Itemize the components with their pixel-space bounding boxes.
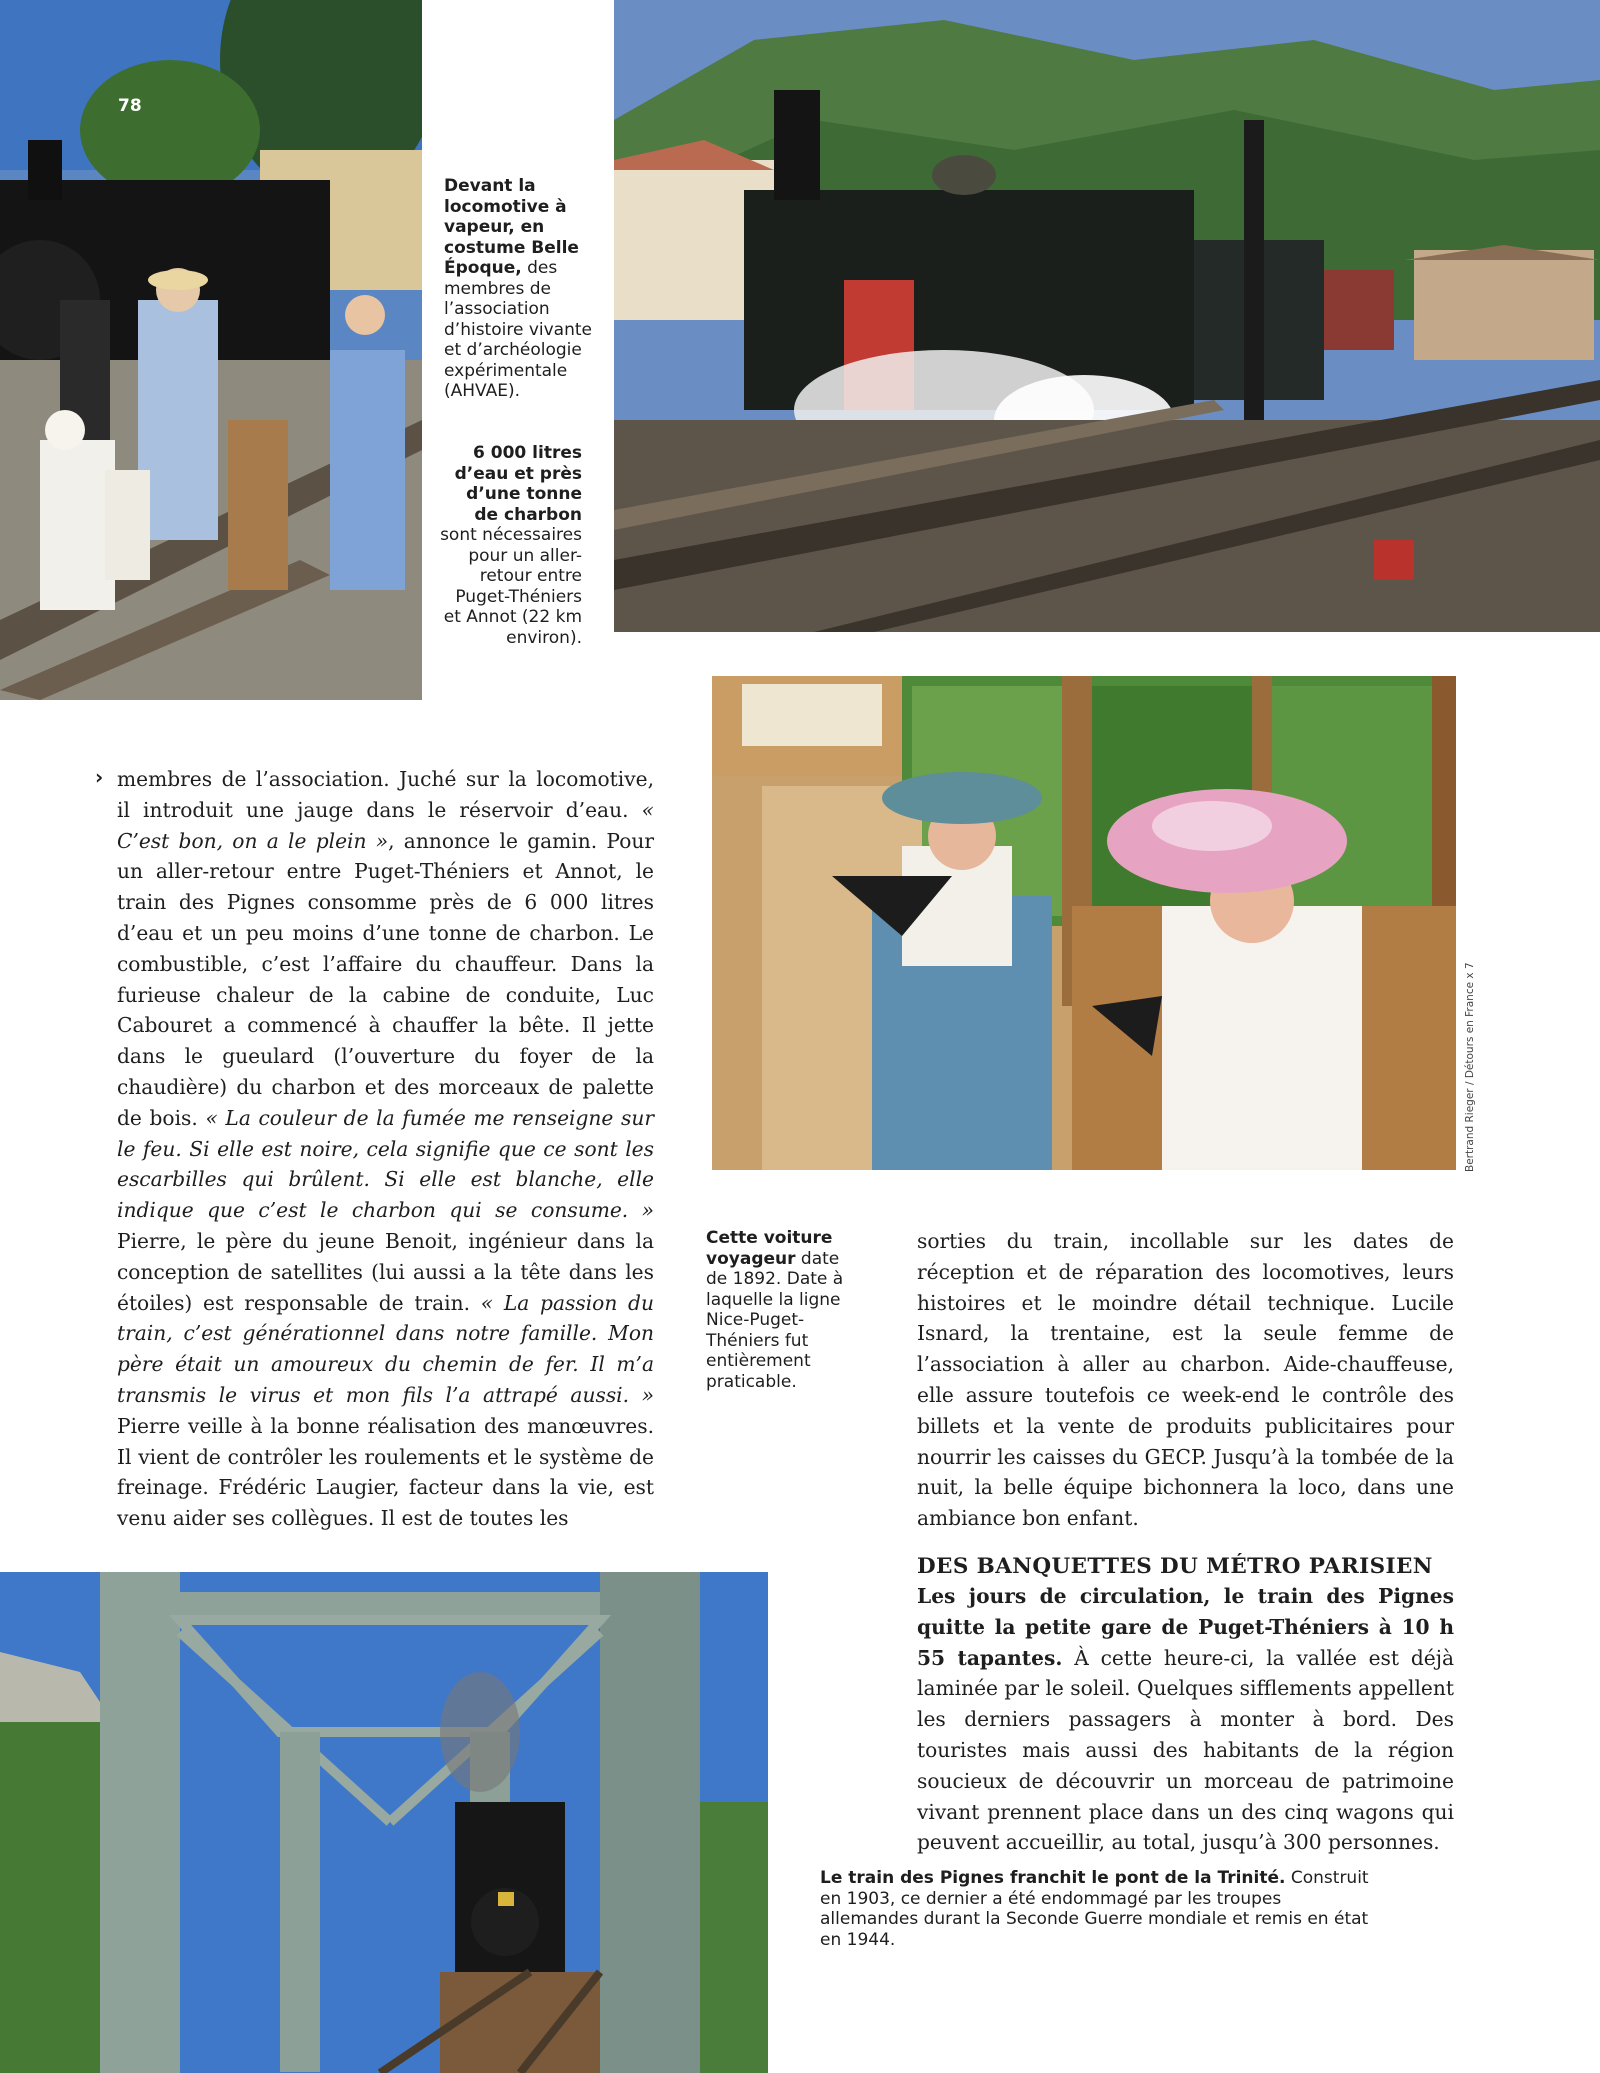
article-column-right (917, 1226, 1454, 1858)
caption-voiture-text: date de 1892. Date à laquelle la ligne Nice-Puget-Théniers fut entièrement praticable. (706, 1248, 844, 1392)
left-para-1: membres de l’association. Juché sur la locomotive, il introduit une jauge dans le réservoir d’eau. (117, 767, 654, 822)
left-para-4: Pierre veille à la bonne réalisation des manœuvres. Il vient de contrôler les roulements et le système de freinage. Frédéric Laugier, facteur dans la vie, est venu aider ses collègues. Il est de toutes les (117, 1413, 654, 1531)
caption-bridge-text: Construit en 1903, ce dernier a été endommagé par les troupes allemandes durant la Seconde Guerre mondiale et remis en état en 1944. (820, 1868, 1369, 1950)
caption-bridge (820, 1868, 1380, 1950)
caption-costume (444, 176, 592, 402)
caption-costume-bold: Devant la locomotive à vapeur, en costume Belle Époque, (444, 176, 579, 278)
right-text-2 (917, 1581, 1454, 1858)
left-para-3: Pierre, le père du jeune Benoit, ingénieur dans la conception de satellites (lui aussi a la tête dans les étoiles) est responsable de train. (117, 1228, 654, 1315)
left-para-2: , annonce le gamin. Pour un aller-retour entre Puget-Théniers et Annot, le train des Pignes consomme près de 6 000 litres d’eau et un peu moins d’une tonne de charbon. Le combustible, c’est l’affaire du chauffeur. Dans la furieuse chaleur de la cabine de conduite, Luc Cabouret a commencé à chauffer la bête. Il jette dans le gueulard (l’ouverture du foyer de la chaudière) du charbon et des morceaux de palette de bois. (117, 828, 655, 1130)
right-para-2: À cette heure-ci, la vallée est déjà laminée par le soleil. Quelques sifflements appellent les derniers passagers à monter à bord. Des touristes mais aussi des habitants de la région soucieux de découvrir un morceau de patrimoine vivant prennent place dans un des cinq wagons qui peuvent accueillir, au total, jusqu’à 300 personnes. (917, 1645, 1454, 1855)
right-lead: Les jours de circulation, le train des Pignes quitte la petite gare de Puget-Théniers à 10 h 55 tapantes. (917, 1583, 1454, 1670)
article-text-left (117, 764, 654, 1534)
section-heading: DES BANQUETTES DU MÉTRO PARISIEN (917, 1553, 1433, 1579)
photo-credit: Bertrand Rieger / Détours en France x 7 (1464, 962, 1476, 1172)
caption-bridge-bold: Le train des Pignes franchit le pont de la Trinité. (820, 1868, 1286, 1888)
photo-steam-locomotive (614, 0, 1600, 632)
caption-voiture (706, 1228, 856, 1392)
caption-voiture-bold: Cette voiture voyageur (706, 1228, 833, 1269)
chevron-right-icon: › (95, 765, 104, 789)
left-quote-1: « C’est bon, on a le plein » (117, 797, 654, 853)
photo-costume-group (0, 0, 422, 700)
caption-water (438, 443, 582, 648)
left-quote-3: « La passion du train, c’est générationnel dans notre famille. Mon père était un amoureux du chemin de fer. Il m’a transmis le virus et mon fils l’a attrapé aussi. » (117, 1290, 654, 1407)
photo-carriage-women (712, 676, 1456, 1170)
left-quote-2: « La couleur de la fumée me renseigne sur le feu. Si elle est noire, cela signifie que ce sont les escarbilles qui brûlent. Si elle est blanche, elle indique que c’est le charbon qui se consume. » (117, 1105, 655, 1223)
caption-water-text: sont nécessaires pour un aller-retour entre Puget-Théniers et Annot (22 km environ). (440, 525, 582, 648)
caption-water-bold: 6 000 litres d’eau et près d’une tonne de charbon (454, 443, 582, 525)
page-number: 78 (118, 96, 142, 116)
right-para-1: sorties du train, incollable sur les dates de réception et de réparation des locomotives, leurs histoires et le moindre détail technique. Lucile Isnard, la trentaine, est la seule femme de l’association à aller au charbon. Aide-chauffeuse, elle assure toutefois ce week-end le contrôle des billets et la vente de produits publicitaires pour nourrir les caisses du GECP. Jusqu’à la tombée de la nuit, la belle équipe bichonnera la loco, dans une ambiance bon enfant. (917, 1229, 1454, 1531)
photo-bridge (0, 1572, 768, 2073)
article-column-left (95, 764, 655, 1534)
caption-costume-text: des membres de l’association d’histoire vivante et d’archéologie expérimentale (AHVAE). (444, 258, 592, 401)
